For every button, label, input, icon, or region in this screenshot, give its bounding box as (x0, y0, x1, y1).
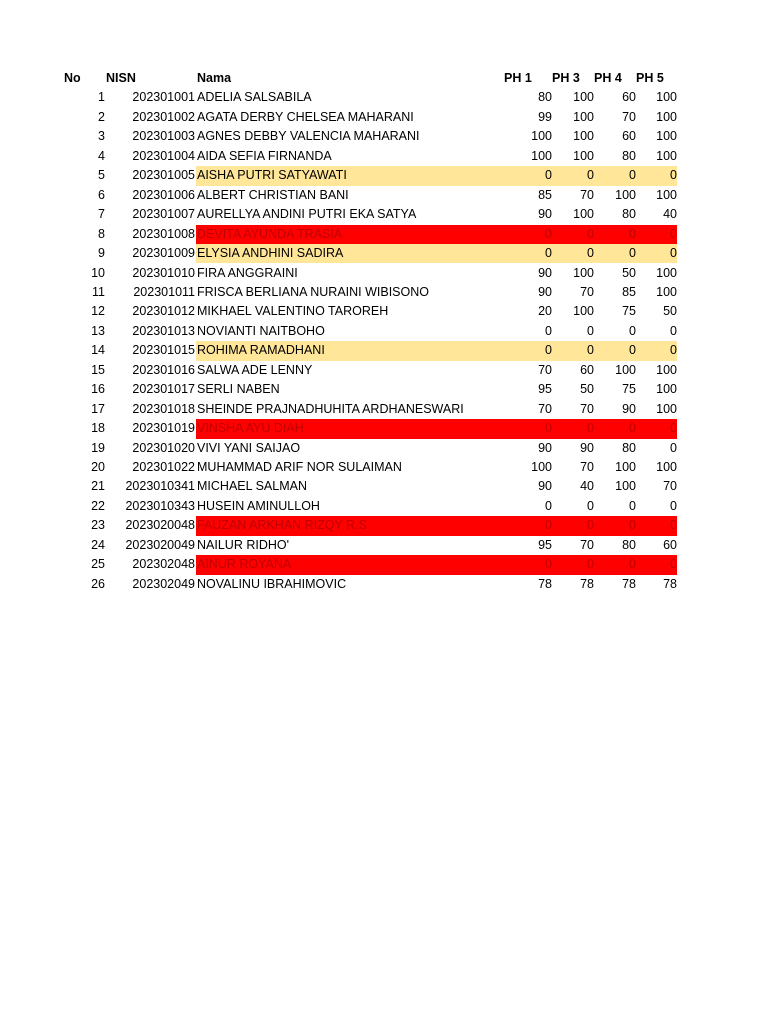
row-ph4: 85 (622, 284, 636, 299)
row-nama: NAILUR RIDHO' (197, 537, 289, 552)
row-nama: MUHAMMAD ARIF NOR SULAIMAN (197, 460, 402, 474)
row-ph1: 85 (538, 187, 552, 202)
row-nisn: 202301005 (132, 168, 195, 183)
row-nisn: 202301022 (132, 460, 195, 474)
table-row (0, 516, 768, 535)
row-ph5: 100 (656, 362, 677, 377)
row-no: 11 (92, 284, 105, 299)
row-nisn: 202301004 (132, 148, 195, 163)
row-ph4: 100 (615, 187, 636, 202)
row-ph4: 80 (622, 207, 636, 222)
row-no: 5 (98, 168, 105, 183)
row-ph1: 0 (518, 516, 552, 535)
row-nama: FRISCA BERLIANA NURAINI WIBISONO (197, 284, 429, 299)
table-row (0, 477, 768, 496)
row-ph4: 0 (594, 341, 636, 360)
row-ph1: 0 (518, 555, 552, 574)
row-nisn: 202301017 (132, 382, 195, 397)
row-no: 9 (98, 246, 105, 261)
row-no: 25 (91, 557, 105, 572)
row-no: 3 (98, 129, 105, 144)
row-no: 24 (91, 537, 105, 552)
row-ph1: 100 (531, 460, 552, 474)
row-nama: NOVALINU IBRAHIMOVIC (197, 576, 347, 591)
row-nisn: 202301006 (132, 187, 195, 202)
row-ph1: 90 (538, 440, 552, 455)
table-row (0, 166, 768, 185)
row-no: 1 (98, 90, 105, 105)
row-no: 20 (91, 460, 105, 474)
row-ph3: 100 (573, 207, 594, 222)
row-ph3: 70 (580, 537, 594, 552)
row-nama: AGATA DERBY CHELSEA MAHARANI (197, 109, 414, 124)
row-nama: FAUZAN ARKHAN RIZQY R.S (196, 516, 519, 535)
row-no: 13 (91, 323, 105, 338)
header-ph3: PH 3 (552, 71, 580, 85)
table-row (0, 264, 768, 283)
row-ph5: 0 (670, 323, 677, 338)
row-nisn: 202301018 (132, 401, 195, 416)
row-ph5: 50 (663, 304, 677, 319)
row-ph3: 50 (580, 382, 594, 397)
row-no: 8 (98, 226, 105, 241)
row-nisn: 202301011 (133, 284, 195, 299)
table-row (0, 88, 768, 107)
row-no: 18 (91, 421, 105, 436)
row-nisn: 202301009 (132, 246, 195, 261)
row-ph1: 0 (518, 225, 552, 244)
row-ph1: 95 (538, 382, 552, 397)
row-no: 4 (98, 148, 105, 163)
row-nama: AIDA SEFIA FIRNANDA (197, 148, 332, 163)
row-ph1: 95 (538, 537, 552, 552)
table-row (0, 225, 768, 244)
header-nama: Nama (197, 71, 232, 85)
row-nama: SERLI NABEN (197, 382, 280, 397)
header-ph1: PH 1 (504, 71, 532, 85)
row-nama: MIKHAEL VALENTINO TAROREH (197, 304, 389, 319)
row-ph1: 0 (518, 166, 552, 185)
table-row (0, 536, 768, 555)
row-ph4: 0 (594, 555, 636, 574)
row-no: 15 (91, 362, 105, 377)
row-nisn: 202301012 (132, 304, 195, 319)
row-ph3: 0 (552, 244, 594, 263)
row-ph5: 100 (656, 401, 677, 416)
row-ph1: 78 (538, 576, 552, 591)
table-row (0, 341, 768, 360)
row-nama: VIVI YANI SAIJAO (197, 440, 301, 455)
row-nama: ALBERT CHRISTIAN BANI (197, 187, 349, 202)
row-no: 2 (98, 109, 105, 124)
row-ph4: 80 (622, 440, 636, 455)
row-ph5: 0 (636, 244, 677, 263)
row-ph4: 0 (629, 498, 636, 513)
row-ph3: 0 (552, 419, 594, 438)
row-nama: HUSEIN AMINULLOH (197, 498, 320, 513)
row-ph1: 100 (531, 129, 552, 144)
row-ph5: 100 (656, 129, 677, 144)
row-nisn: 2023010343 (125, 498, 195, 513)
row-ph5: 100 (656, 187, 677, 202)
table-row (0, 127, 768, 146)
row-no: 19 (91, 440, 105, 455)
row-ph5: 100 (656, 382, 677, 397)
table-row (0, 555, 768, 574)
row-ph3: 78 (580, 576, 594, 591)
row-ph4: 75 (622, 382, 636, 397)
table-row (0, 322, 768, 341)
row-ph4: 78 (622, 576, 636, 591)
row-nisn: 202301002 (132, 109, 195, 124)
header-row (0, 69, 768, 88)
table-row (0, 400, 768, 419)
row-ph1: 99 (538, 109, 552, 124)
row-ph4: 60 (622, 90, 636, 105)
row-ph1: 0 (545, 498, 552, 513)
row-nama: NOVIANTI NAITBOHO (197, 323, 325, 338)
row-ph5: 100 (656, 460, 677, 474)
row-ph3: 0 (587, 323, 594, 338)
row-nisn: 202301013 (132, 323, 195, 338)
row-no: 7 (98, 207, 105, 222)
row-nisn: 202301008 (132, 226, 195, 241)
row-ph4: 0 (594, 166, 636, 185)
row-no: 12 (91, 304, 105, 319)
row-no: 10 (91, 265, 105, 280)
row-ph1: 90 (538, 265, 552, 280)
row-ph3: 0 (552, 341, 594, 360)
row-nisn: 202302049 (132, 576, 195, 591)
row-ph3: 100 (573, 90, 594, 105)
row-nisn: 2023020049 (125, 537, 195, 552)
row-ph5: 70 (663, 479, 677, 494)
table-row (0, 419, 768, 438)
row-ph3: 100 (573, 265, 594, 280)
table-row (0, 458, 768, 477)
row-nama: FIRA ANGGRAINI (197, 265, 298, 280)
row-ph3: 0 (552, 516, 594, 535)
row-ph3: 100 (573, 304, 594, 319)
table-row (0, 497, 768, 516)
row-nisn: 202301019 (132, 421, 195, 436)
row-nama: AISHA PUTRI SATYAWATI (196, 166, 519, 185)
table-row (0, 147, 768, 166)
row-ph3: 70 (580, 401, 594, 416)
row-ph3: 60 (580, 362, 594, 377)
row-ph5: 60 (663, 537, 677, 552)
row-ph5: 100 (656, 109, 677, 124)
row-nama: ADELIA SALSABILA (197, 90, 312, 105)
row-nisn: 202301001 (132, 90, 195, 105)
table-row (0, 575, 768, 594)
table-row (0, 283, 768, 302)
row-ph5: 0 (636, 419, 677, 438)
row-ph5: 0 (636, 555, 677, 574)
row-ph1: 0 (518, 341, 552, 360)
table-row (0, 361, 768, 380)
row-nama: VINSHA AYU DIAH (196, 419, 519, 438)
row-no: 6 (98, 187, 105, 202)
row-nisn: 202301016 (132, 362, 195, 377)
row-ph1: 90 (538, 479, 552, 494)
row-ph4: 50 (622, 265, 636, 280)
row-ph4: 90 (622, 401, 636, 416)
row-ph5: 0 (670, 498, 677, 513)
table-row (0, 205, 768, 224)
row-ph3: 100 (573, 109, 594, 124)
row-ph1: 100 (531, 148, 552, 163)
row-ph4: 80 (622, 537, 636, 552)
row-ph3: 90 (580, 440, 594, 455)
row-ph1: 90 (538, 284, 552, 299)
row-ph5: 100 (656, 90, 677, 105)
table-row (0, 302, 768, 321)
row-no: 22 (91, 498, 105, 513)
row-nama: AURELLYA ANDINI PUTRI EKA SATYA (197, 207, 417, 222)
row-ph3: 70 (580, 284, 594, 299)
row-nama: DEVITA AYUNDA TRASIA (196, 225, 519, 244)
row-ph5: 78 (663, 576, 677, 591)
row-ph3: 70 (580, 460, 594, 474)
row-nama: ROHIMA RAMADHANI (196, 341, 519, 360)
row-nisn: 202301007 (132, 207, 195, 222)
row-ph5: 100 (656, 148, 677, 163)
row-nama: ELYSIA ANDHINI SADIRA (196, 244, 519, 263)
row-ph5: 100 (656, 265, 677, 280)
row-no: 14 (91, 343, 105, 358)
row-ph4: 0 (594, 244, 636, 263)
row-ph4: 70 (622, 109, 636, 124)
row-nisn: 202301020 (132, 440, 195, 455)
row-ph4: 75 (622, 304, 636, 319)
row-ph1: 70 (538, 401, 552, 416)
header-ph5: PH 5 (636, 71, 664, 85)
row-ph3: 100 (573, 148, 594, 163)
table-row (0, 186, 768, 205)
row-ph3: 40 (580, 479, 594, 494)
row-ph5: 0 (636, 341, 677, 360)
row-ph1: 20 (538, 304, 552, 319)
row-nisn: 202301015 (132, 343, 195, 358)
row-ph5: 0 (670, 440, 677, 455)
row-ph5: 0 (636, 516, 677, 535)
row-ph4: 0 (594, 225, 636, 244)
table-row (0, 108, 768, 127)
row-ph3: 70 (580, 187, 594, 202)
row-nama: MICHAEL SALMAN (197, 479, 307, 494)
row-nama: SHEINDE PRAJNADHUHITA ARDHANESWARI (197, 401, 464, 416)
row-ph3: 0 (552, 166, 594, 185)
row-ph1: 0 (518, 419, 552, 438)
row-ph3: 0 (552, 225, 594, 244)
row-ph1: 0 (518, 244, 552, 263)
row-no: 21 (91, 479, 105, 494)
row-ph3: 0 (552, 555, 594, 574)
row-ph4: 60 (622, 129, 636, 144)
row-no: 16 (91, 382, 105, 397)
row-ph5: 100 (656, 284, 677, 299)
table-row (0, 439, 768, 458)
row-ph1: 0 (545, 323, 552, 338)
row-nama: AGNES DEBBY VALENCIA MAHARANI (197, 129, 420, 144)
table-row (0, 380, 768, 399)
row-no: 17 (91, 401, 105, 416)
row-nisn: 202301010 (132, 265, 195, 280)
table-row (0, 244, 768, 263)
row-nisn: 202302048 (132, 557, 195, 572)
row-ph3: 100 (573, 129, 594, 144)
row-ph4: 100 (615, 460, 636, 474)
row-nama: AINUR ROYANA (196, 555, 519, 574)
row-ph5: 0 (636, 225, 677, 244)
row-ph4: 0 (629, 323, 636, 338)
header-no: No (64, 71, 81, 85)
row-ph3: 0 (587, 498, 594, 513)
row-ph4: 100 (615, 362, 636, 377)
row-nisn: 2023010341 (125, 479, 195, 494)
row-ph5: 40 (663, 207, 677, 222)
row-ph1: 90 (538, 207, 552, 222)
row-ph4: 0 (594, 419, 636, 438)
row-ph4: 0 (594, 516, 636, 535)
row-nama: SALWA ADE LENNY (197, 362, 313, 377)
row-ph1: 80 (538, 90, 552, 105)
row-nisn: 202301003 (132, 129, 195, 144)
row-ph4: 100 (615, 479, 636, 494)
header-ph4: PH 4 (594, 71, 622, 85)
row-nisn: 2023020048 (125, 518, 195, 533)
header-nisn: NISN (106, 71, 136, 85)
row-no: 23 (91, 518, 105, 533)
row-ph4: 80 (622, 148, 636, 163)
row-ph1: 70 (538, 362, 552, 377)
row-ph5: 0 (636, 166, 677, 185)
row-no: 26 (91, 576, 105, 591)
